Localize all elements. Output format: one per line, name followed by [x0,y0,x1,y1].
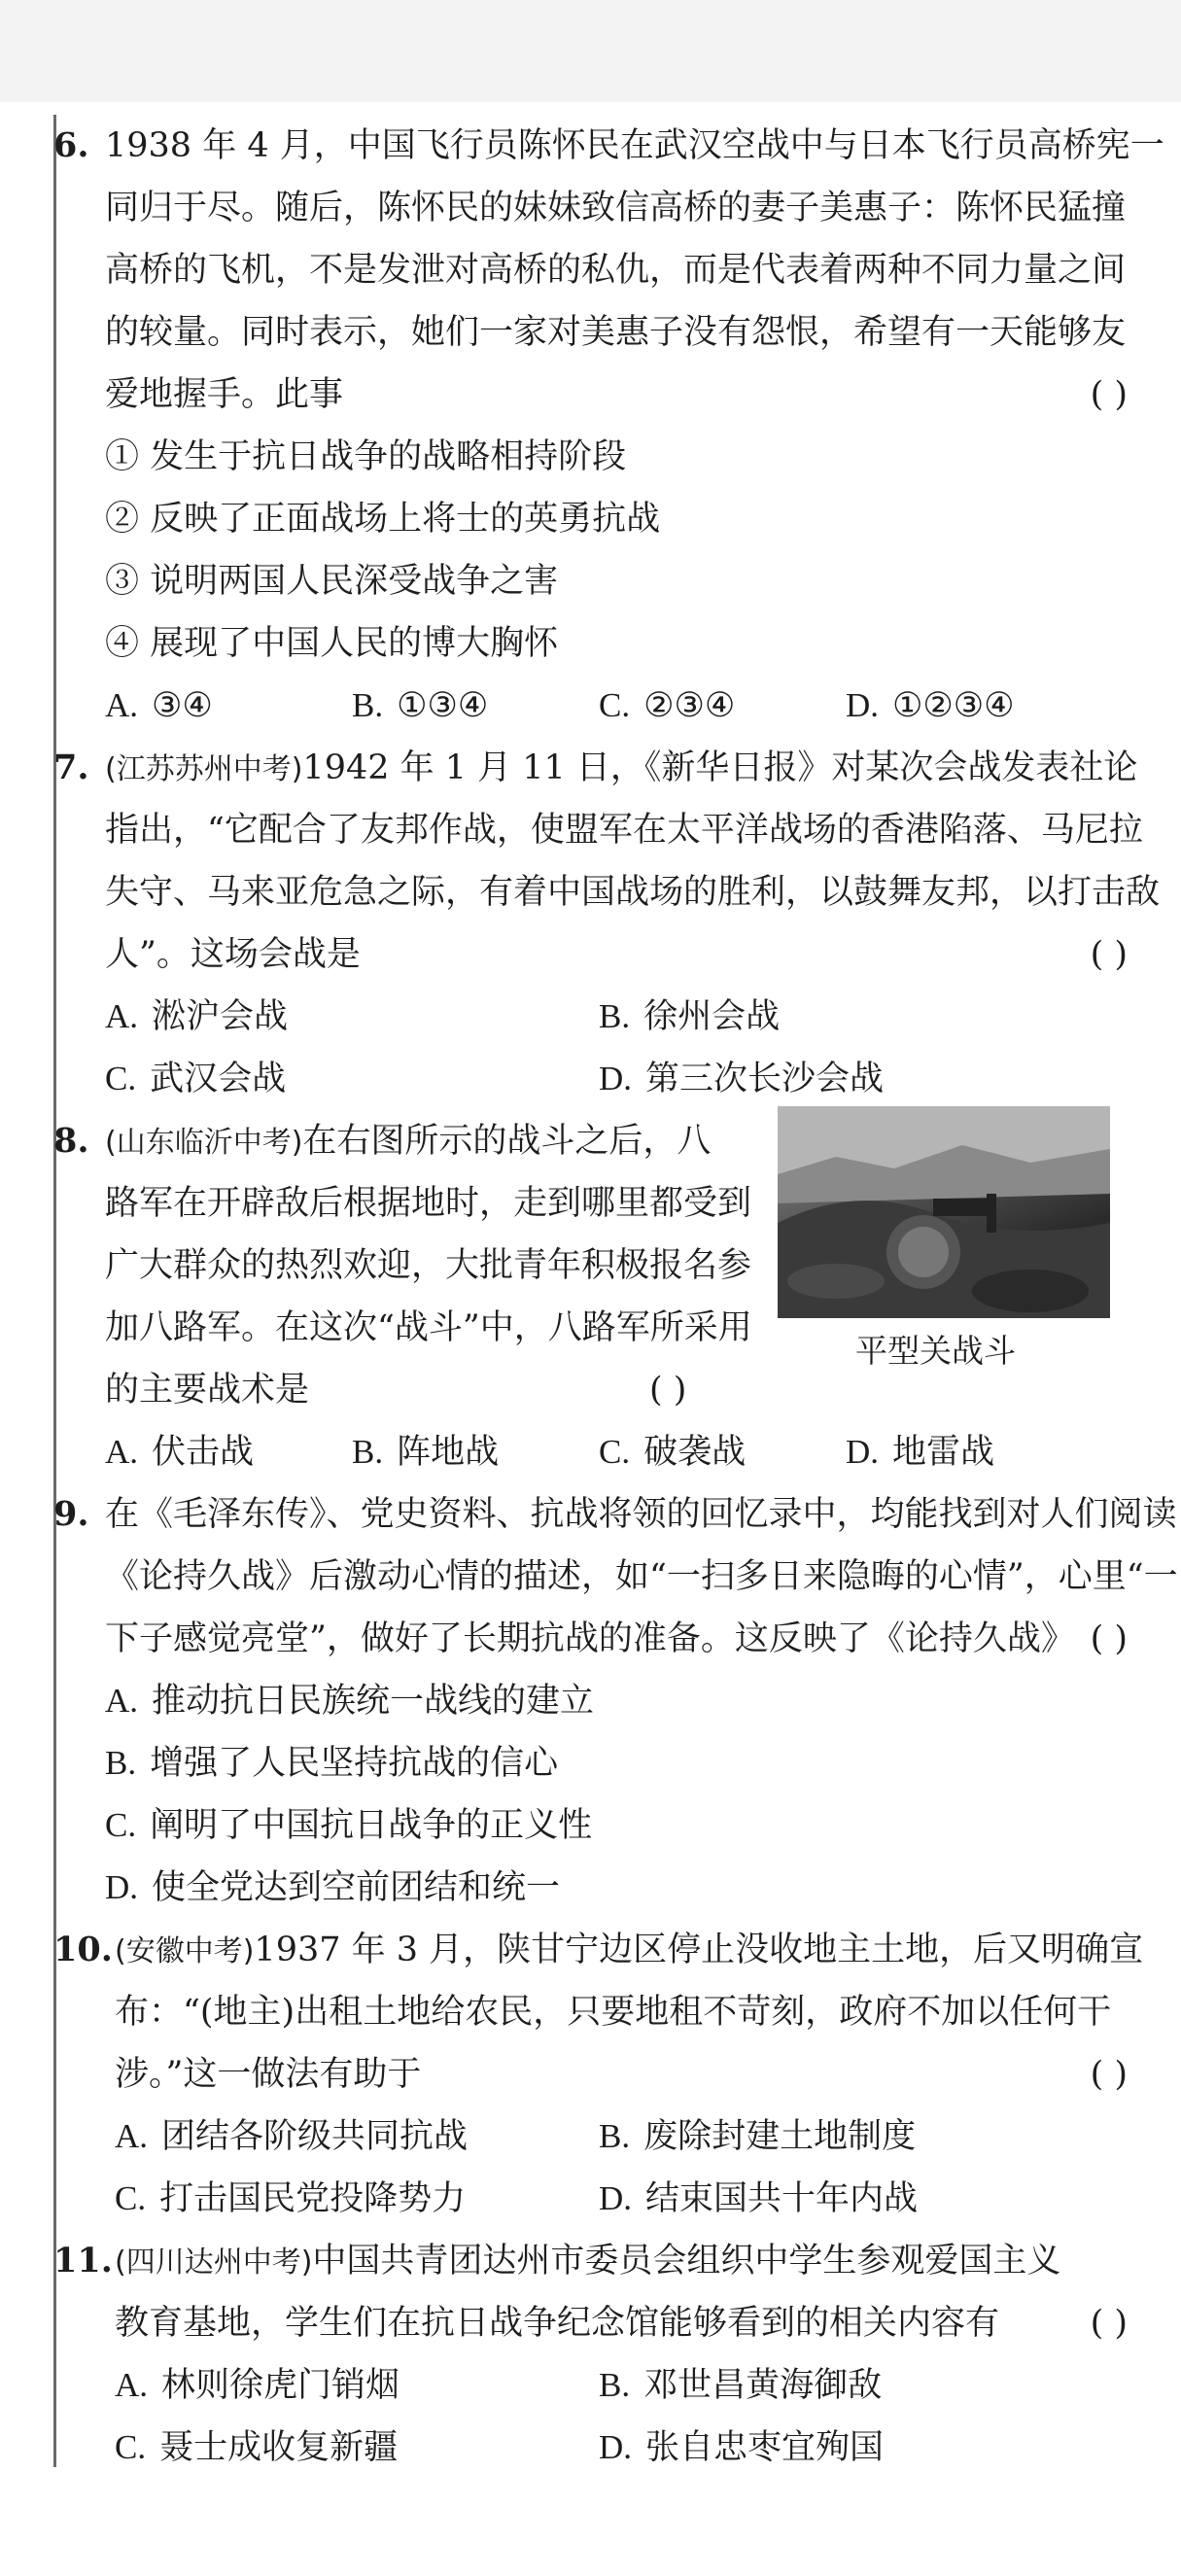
option-text: 废除封建土地制度 [643,2117,917,2156]
option-label: A. [105,1682,139,1720]
question-text-line: 教育基地，学生们在抗日战争纪念馆能够看到的相关内容有 [115,2304,1000,2343]
question-text-line: 同归于尽。随后，陈怀民的妹妹致信高桥的妻子美惠子：陈怀民猛撞 [105,189,1127,227]
option-text: 打击国民党投降势力 [159,2179,467,2218]
question-number: 7. [53,748,89,787]
top-margin [0,0,1181,102]
option-c[interactable] [105,1056,286,1102]
answer-bracket[interactable]: ( ) [1090,2055,1128,2094]
option-label: B. [352,686,384,724]
option-label: B. [105,1744,137,1782]
option-label: D. [105,1868,139,1906]
question-text-line: 涉。”这一做法有助于 [115,2055,422,2094]
answer-bracket[interactable]: ( ) [649,1371,687,1410]
option-text: 第三次长沙会战 [645,1060,885,1098]
question-text-line [115,1927,1144,1975]
option-text: 增强了人民坚持抗战的信心 [150,1744,559,1783]
option-label: C. [115,2428,147,2466]
option-label: D. [846,686,880,724]
option-b[interactable] [599,2113,916,2160]
option-label: A. [105,686,139,724]
question-text-line: 在《毛泽东传》、党史资料、抗战将领的回忆录中，均能找到对人们阅读 [105,1495,1177,1534]
question-text-line: 《论持久战》后激动心情的描述，如“一扫多日来隐晦的心情”，心里“一 [105,1557,1178,1596]
statement-item: ① 发生于抗日战争的战略相持阶段 [105,437,627,476]
statement-item: ② 反映了正面战场上将士的英勇抗战 [105,500,661,539]
option-label: A. [105,997,139,1035]
option-label: B. [352,1433,384,1471]
option-a[interactable] [105,1429,254,1476]
question-text: 1937 年 3 月，陕甘宁边区停止没收地主土地，后又明确宣 [254,1931,1144,1969]
statement-item: ④ 展现了中国人民的博大胸怀 [105,624,559,663]
option-b[interactable] [599,993,780,1040]
option-label: B. [599,997,631,1035]
option-text: ①②③④ [892,686,1015,725]
question-number: 8. [53,1121,89,1161]
question-source: (山东临沂中考) [105,1126,303,1160]
question-text-line: 人”。这场会战是 [105,935,361,974]
option-text: 阐明了中国抗日战争的正义性 [150,1806,593,1845]
option-text: 阵地战 [397,1433,500,1472]
option-text: 武汉会战 [150,1060,287,1098]
option-a[interactable] [105,682,213,729]
option-a[interactable] [115,2362,399,2409]
option-text: ③④ [152,686,213,725]
option-text: ②③④ [643,686,736,725]
question-text-line: 广大群众的热烈欢迎，大批青年积极报名参 [105,1246,752,1285]
photo-caption: 平型关战斗 [855,1332,1016,1370]
option-label: C. [599,686,631,724]
option-text: 林则徐虎门销烟 [161,2366,400,2405]
question-text-line [105,1118,766,1166]
option-text: 聂士成收复新疆 [159,2428,399,2467]
option-b[interactable] [352,1429,499,1476]
option-d[interactable] [846,1429,994,1476]
option-c[interactable] [115,2424,398,2471]
option-label: D. [846,1433,880,1471]
option-c[interactable] [599,682,735,729]
question-text: 1942 年 1 月 11 日，《新华日报》对某次会战发表社论 [302,748,1138,787]
battle-photo [778,1106,1110,1318]
question-text-line: 指出，“它配合了友邦作战，使盟军在太平洋战场的香港陷落、马尼拉 [105,811,1143,850]
option-label: D. [599,2428,633,2466]
left-margin-rule [53,115,56,2467]
answer-bracket[interactable]: ( ) [1090,2304,1128,2343]
option-d[interactable] [599,1056,884,1102]
option-label: A. [115,2117,149,2155]
option-a[interactable] [105,993,288,1040]
option-c[interactable] [105,1802,592,1849]
question-text-line: 爱地握手。此事 [105,375,344,414]
option-text: 结束国共十年内战 [645,2179,919,2218]
option-text: 徐州会战 [643,997,781,1036]
option-label: A. [115,2366,149,2404]
question-text-line: 下子感觉亮堂”，做好了长期抗战的准备。这反映了《论持久战》 [105,1619,1075,1658]
option-text: 伏击战 [152,1433,255,1472]
question-number: 11. [53,2241,113,2280]
option-text: 团结各阶级共同抗战 [161,2117,469,2156]
option-a[interactable] [115,2113,468,2160]
option-label: B. [599,2366,631,2404]
option-text: 破袭战 [643,1433,747,1472]
option-d[interactable] [105,1864,560,1911]
question-number: 9. [53,1494,89,1534]
option-d[interactable] [846,682,1015,729]
question-text-line: 布：“(地主)出租土地给农民，只要地租不苛刻，政府不加以任何干 [115,1993,1112,2032]
photo-illustration [778,1106,1110,1318]
option-label: C. [105,1060,137,1097]
option-text: 淞沪会战 [152,997,289,1036]
option-label: D. [599,1060,633,1097]
option-b[interactable] [105,1740,558,1787]
question-text-line [115,2238,1135,2286]
option-c[interactable] [115,2176,466,2222]
question-text: 在右图所示的战斗之后，八 [302,1122,712,1161]
question-text-line: 路军在开辟敌后根据地时，走到哪里都受到 [105,1184,752,1223]
question-text-line: 失守、马来亚危急之际，有着中国战场的胜利，以鼓舞友邦，以打击敌 [105,873,1161,912]
option-label: C. [115,2179,147,2217]
question-text-line: 1938 年 4 月，中国飞行员陈怀民在武汉空战中与日本飞行员高桥宪一 [105,126,1164,165]
option-b[interactable] [352,682,488,729]
option-c[interactable] [599,1429,746,1476]
question-source: (安徽中考) [115,1934,255,1968]
answer-bracket[interactable]: ( ) [1090,375,1128,414]
option-b[interactable] [599,2362,882,2409]
statement-item: ③ 说明两国人民深受战争之害 [105,562,559,601]
question-text-line [105,745,1138,793]
option-label: C. [599,1433,631,1471]
question-source: (江苏苏州中考) [105,752,303,786]
option-d[interactable] [599,2176,918,2222]
option-text: ①③④ [397,686,489,725]
question-text-line: 的主要战术是 [105,1371,310,1410]
option-text: 推动抗日民族统一战线的建立 [152,1682,595,1721]
question-text-line: 加八路军。在这次“战斗”中，八路军所采用 [105,1308,752,1347]
answer-bracket[interactable]: ( ) [1090,1619,1128,1658]
option-label: A. [105,1433,139,1471]
question-number: 6. [53,125,89,165]
question-number: 10. [53,1930,113,1969]
question-text-line: 的较量。同时表示，她们一家对美惠子没有怨恨，希望有一天能够友 [105,313,1127,352]
option-text: 张自忠枣宜殉国 [645,2428,885,2467]
option-text: 使全党达到空前团结和统一 [152,1868,561,1907]
question-source: (四川达州中考) [115,2245,313,2280]
option-label: B. [599,2117,631,2155]
option-label: D. [599,2179,633,2217]
option-text: 邓世昌黄海御敌 [643,2366,883,2405]
question-text: 中国共青团达州市委员会组织中学生参观爱国主义 [312,2242,1061,2280]
option-text: 地雷战 [892,1433,995,1472]
answer-bracket[interactable]: ( ) [1090,935,1128,974]
option-label: C. [105,1806,137,1844]
option-d[interactable] [599,2424,884,2471]
option-a[interactable] [105,1678,594,1724]
question-text-line: 高桥的飞机，不是发泄对高桥的私仇，而是代表着两种不同力量之间 [105,251,1127,290]
